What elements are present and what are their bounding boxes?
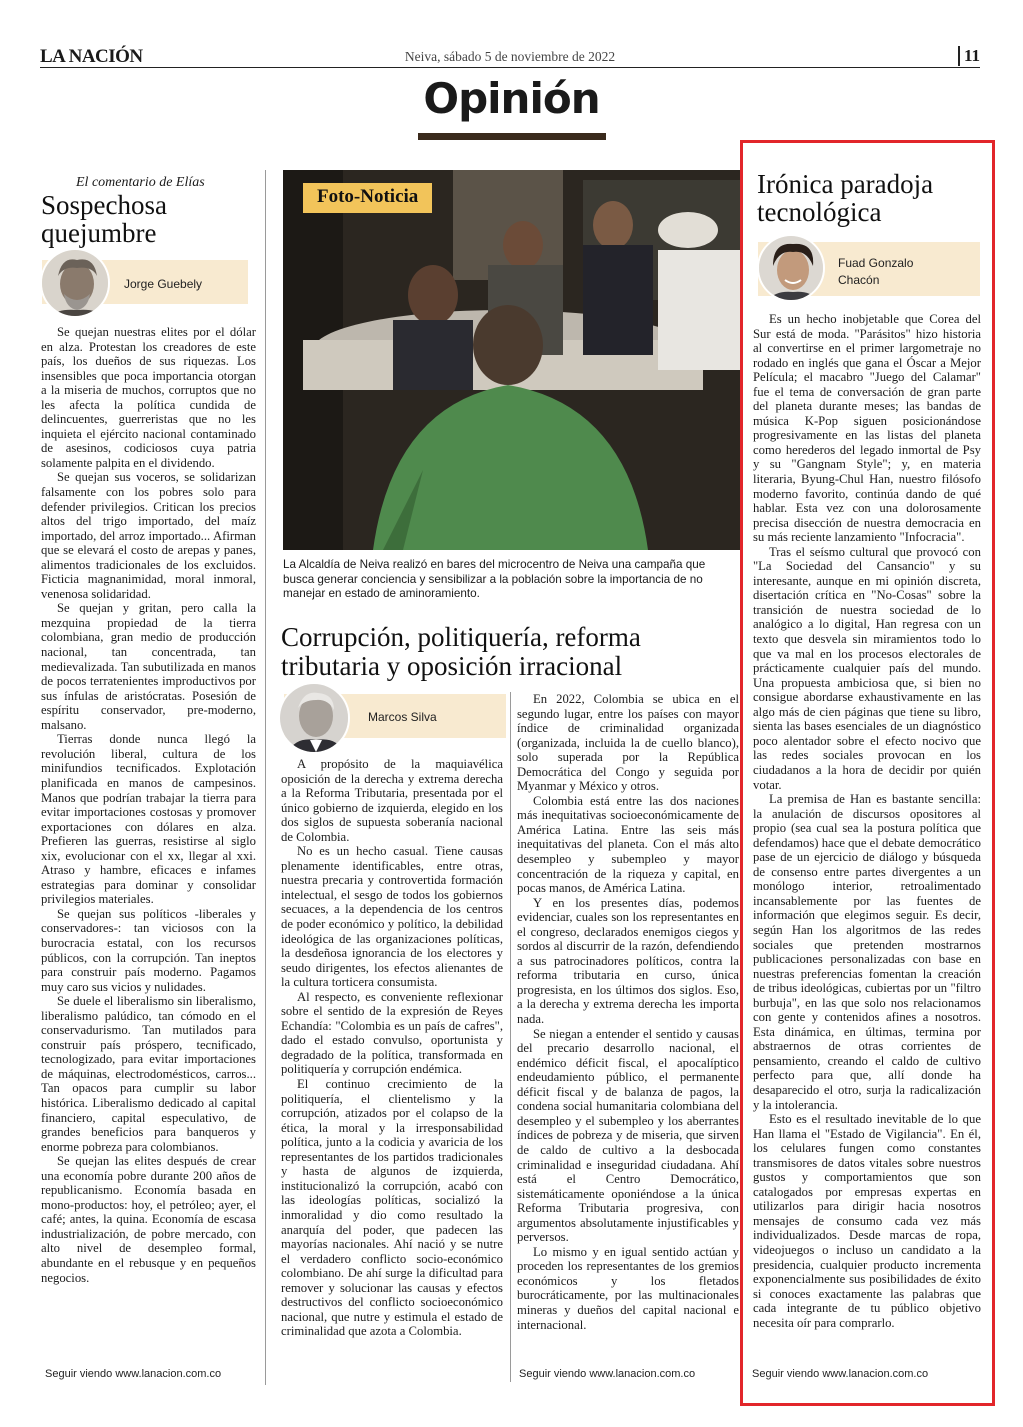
- photo-caption-line: busca generar conciencia y sensibilizar a la población sobre la importancia de no: [283, 572, 703, 586]
- photo-caption-line: manejar en estado de aminoramiento.: [283, 587, 480, 601]
- column-kicker: El comentario de Elías: [76, 175, 205, 190]
- paragraph: Se quejan las elites después de crear una economía pobre durante 200 años de republicanismo. Economía basada en mono-productos: hoy, el petróleo; ayer, el café; antes, la quina. Economía de escasa industrialización, de pobre mercado, con alto nivel de desempleo formal, abundante en el rebusque y en pequeños negocios.: [41, 1154, 256, 1285]
- author-name: Jorge Guebely: [124, 277, 203, 291]
- photo-news-tag: Foto-Noticia: [303, 183, 432, 213]
- paragraph: Colombia está entre las dos naciones más inequitativas socioeconómicamente de América Latina. Entre las seis más inequitativas del planeta. Con el más alto desempleo y subempleo y mayor concentración de la riqueza y capital, en pocas manos, de América Latina.: [517, 793, 739, 896]
- paragraph: Tras el seísmo cultural que provocó con "La Sociedad del Cansancio" y su interesante, aunque en mi opinión discreta, disertación crítica en "No-Cosas" sobre la transición de nuestra sociedad de lo analógico a lo digital, Han regresa con un texto que desvela sin miramientos todo lo que va mal en los procesos electorales de prácticamente cualquier país del mundo. Una propuesta ambiciosa que, si bien no consigue abordarse exhaustivamente en las algo más de cien páginas que tiene su libro, sienta las bases esenciales de un diagnóstico poco alentador sobre el efecto nocivo que las redes sociales provocan en los ciudadanos a la hora de decidir por quién votar.: [753, 544, 981, 792]
- section-title-rule: [418, 133, 606, 140]
- paragraph: Se quejan sus políticos -liberales y conservadores-: tan viciosos con la burocracia estatal, con los recursos públicos, con la corrupción. Tan ineptos para construir país moderno. Pagamos muy caro sus vicios y nulidades.: [41, 906, 256, 994]
- paragraph: Es un hecho inobjetable que Corea del Sur está de moda. "Parásitos" hizo historia al convertirse en el primer largometraje no rodado en inglés que gana el Óscar a Mejor Película; el macabro "Juego del Calamar" fue el tema de conversación de gran parte del planeta durante meses; las bandas de música K-Pop siguen posicionándose progresivamente en las listas del planeta como herederos del legado inmortal de Psy y su "Gangnam Style"; y, en materia literaria, Byung-Chul Han, nuestro filósofo moderno favorito, continúa dando de qué hablar. Esta vez con una dolorosamente precisa disección de nuestra democracia en su más reciente lanzamiento "Infocracia".: [753, 312, 981, 545]
- author-name: Marcos Silva: [368, 710, 437, 724]
- news-photo: [283, 170, 741, 550]
- article-headline[interactable]: Sospechosa quejumbre: [41, 190, 167, 248]
- paragraph: Se quejan nuestras elites por el dólar en alza. Protestan los creadores de este país, los dueños de sus riquezas. Los insensibles que poca importancia otorgan a la miseria de muchos, corruptos que no les afecta la política cundida de delincuentes, guerreristas que no les inquieta el ejército nacional contaminado de asesinos, codiciosos cuya patria solamente palpita en el dividendo.: [41, 325, 256, 470]
- newspaper-logo[interactable]: LA NACIÓN: [40, 46, 143, 67]
- paragraph: La premisa de Han es bastante sencilla: la anulación de discursos opositores al propio (sea cual sea la postura política que defendamos) hace que el debate democrático pase de un ejercicio de diálogo y búsqueda de consenso entre partes divergentes a un monólogo interior, retroalimentado incansablemente por las fuentes de información que elegimos seguir. Es decir, según Han los algoritmos de las redes sociales que pretenden mostrarnos publicaciones personalizadas con base en nuestras preferencias fomentan la creación de tribus ideológicas, cubiertas por un "filtro burbuja", en las que solo nos relacionamos con gente y contenidos afines a nosotros. Esta dinámica, en últimas, termina por abstraernos de otras corrientes de pensamiento, creando el caldo de cultivo perfecto para que, allí donde ha desaparecido el otro, surja la radicalización y la intolerancia.: [753, 792, 981, 1112]
- column-divider-center: [510, 692, 511, 1382]
- read-more-link[interactable]: Seguir viendo www.lanacion.com.co: [45, 1368, 222, 1380]
- author-name-line: Chacón: [838, 273, 880, 287]
- paragraph: Se quejan sus voceros, se solidarizan falsamente con los pobres solo para defender privilegios. Critican los precios altos del trigo importado, del maíz importado, del arroz importado... Afirman que se elevará el costo de arepas y panes, alimentos tradicionales de los excluidos. Ficticia magnanimidad, moral inmoral, venenosa solidaridad.: [41, 470, 256, 601]
- paragraph: Lo mismo y en igual sentido actúan y proceden los representantes de los gremios económicos y los fletados burocráticamente, por las multinacionales mineras y dueños del capital nacional e internacional.: [517, 1244, 739, 1332]
- author-photo: [278, 682, 350, 754]
- paragraph: El continuo crecimiento de la politiquería, el clientelismo y la corrupción, atizados por el colapso de la ética, la moral y la irresponsabilidad política, junto a la codicia y avaricia de los representantes de los partidos tradicionales y hasta de algunos de izquierda, institucionalizó la corrupción, acabó con las ideologías políticas, socializó la inmoralidad y dio como resultado la anarquía del poder, que padecen las mayorías nacionales. Ahí nació y se nutre el verdadero conflicto socio-económico colombiano. De ahí surge la dificultad para remover y solucionar las causas y efectos destructivos del conflicto socioeconómico nacional, que nutre y estimula el estado de criminalidad que azota a Colombia.: [281, 1077, 503, 1339]
- read-more-link[interactable]: Seguir viendo www.lanacion.com.co: [752, 1368, 929, 1380]
- article-body: [41, 325, 256, 1285]
- author-name-line: Fuad Gonzalo: [838, 256, 914, 270]
- photo-caption: [283, 558, 741, 602]
- paragraph: Se duele el liberalismo sin liberalismo, liberalismo palúdico, tan cómodo en el conservadurismo. Tan mutilados para construir país próspero, tecnificado, tecnologizado, para evitar importaciones de máquinas, electrodomésticos, carros... Tan opacos para cumplir su labor histórica. Liberalismo dedicado al capital financiero, capital especulativo, de grandes beneficios para banqueros y enorme pobreza para colombianos.: [41, 994, 256, 1154]
- paragraph: Esto es el resultado inevitable de lo que Han llama el "Estado de Vigilancia". En él, los celulares fungen como constantes transmisores de datos vitales sobre nuestros gustos y comportamientos que son catalogados por empresas expertas en utilizarlos para dirigir hacia nosotros mensajes de consumo cada vez más individualizados. Desde marcas de ropa, videojuegos o incluso un candidato a la presidencia, cualquier producto incrementa exponencialmente sus posibilidades de éxito si conoces exactamente las palabras que cada integrante de tu público objetivo necesita oír para comprarlo.: [753, 1112, 981, 1330]
- paragraph: Tierras donde nunca llegó la revolución liberal, cultura de los minifundios tecnificados. Explotación planificada en manos de campesinos. Manos que podrían trabajar la tierra para evitar importaciones costosas y promover exportaciones con dólares en alza. Prefieren las guerras, resistirse al siglo xix, evolucionar con el xx, llegar al xxi. Atraso y hambre, eficaces e infames estrategias para dominar y consolidar privilegios materiales.: [41, 732, 256, 907]
- paragraph: Se niegan a entender el sentido y causas del precario desarrollo nacional, el endémico déficit fiscal, el apocalíptico endeudamiento público, el permanente déficit fiscal y de balanza de pagos, la condena social humanitaria colombiana del desempleo y el subempleo y los aberrantes índices de pobreza y de miseria, que sirven de caldo de cultivo a la desbocada criminalidad e inseguridad ciudadana. Ahí está el Centro Democrático, sistemáticamente oponiéndose a la única Reforma Tributaria progresiva, con argumentos absolutamente injustificables y perversos.: [517, 1026, 739, 1245]
- author-photo: [40, 248, 110, 318]
- photo-caption-line: La Alcaldía de Neiva realizó en bares del microcentro de Neiva una campaña que: [283, 558, 706, 571]
- article-body-column-2: [517, 692, 739, 1332]
- masthead: [40, 46, 980, 68]
- author-photo: [757, 234, 825, 302]
- paragraph: A propósito de la maquiavélica oposición de la derecha y extrema derecha a la Reforma Tributaria, presentada por el único gobierno de izquierda, elegido en los dos siglos de supuesta soberanía nacional de Colombia.: [281, 757, 503, 844]
- article-headline[interactable]: Irónica paradoja tecnológica: [757, 169, 934, 227]
- paragraph: En 2022, Colombia se ubica en el segundo lugar, entre los países con mayor índice de criminalidad organizada (organizada, incluida la de cuello blanco), solo superada por la República Democrática del Congo y seguida por Myanmar y México y otros.: [517, 692, 739, 794]
- paragraph: Al respecto, es conveniente reflexionar sobre el sentido de la expresión de Reyes Echandía: "Colombia es un país de cafres", dado el estado convulso, oportunista y degradado de la política, transformada en politiquería y corrupción endémica.: [281, 989, 503, 1077]
- column-divider-left: [265, 170, 266, 1385]
- section-title: Opinión: [423, 74, 600, 123]
- page-number: 11: [958, 46, 980, 66]
- dateline: Neiva, sábado 5 de noviembre de 2022: [404, 49, 616, 64]
- paragraph: Y en los presentes días, podemos evidenciar, cuales son los representantes en el congreso, declarados enemigos ciegos y sordos al discurrir de la razón, defendiendo a sus patrocinadores políticos, contra la reforma tributaria en curso, única progresista, en los últimos dos siglos. Eso, a la derecha y extrema derecha les importa nada.: [517, 895, 739, 1027]
- article-body-column-1: [281, 757, 503, 1339]
- article-body: [753, 312, 981, 1330]
- article-headline[interactable]: Corrupción, politiquería, reforma tributaria y oposición irracional: [281, 622, 641, 681]
- paragraph: Se quejan y gritan, pero calla la mezquina propiedad de la tierra colombiana, gran medio de producción nacional, tan concentrada, tan medievalizada. Tan subutilizada en manos de pocos terratenientes improductivos por sus ínfulas de aristócratas. Posesión de espíritu conservador, pre-moderno, malsano.: [41, 601, 256, 732]
- paragraph: No es un hecho casual. Tiene causas plenamente identificables, entre otras, nuestra precaria y controvertida formación intelectual, el sesgo de todos los gobiernos secuaces, a la dependencia de los centros de poder económico y político, la debilidad ideológica de las organizaciones políticas, la desdeñosa ignorancia de los electores y seudo dirigentes, los efectos alienantes de la cultura torticera consumista.: [281, 844, 503, 990]
- read-more-link[interactable]: Seguir viendo www.lanacion.com.co: [519, 1368, 696, 1380]
